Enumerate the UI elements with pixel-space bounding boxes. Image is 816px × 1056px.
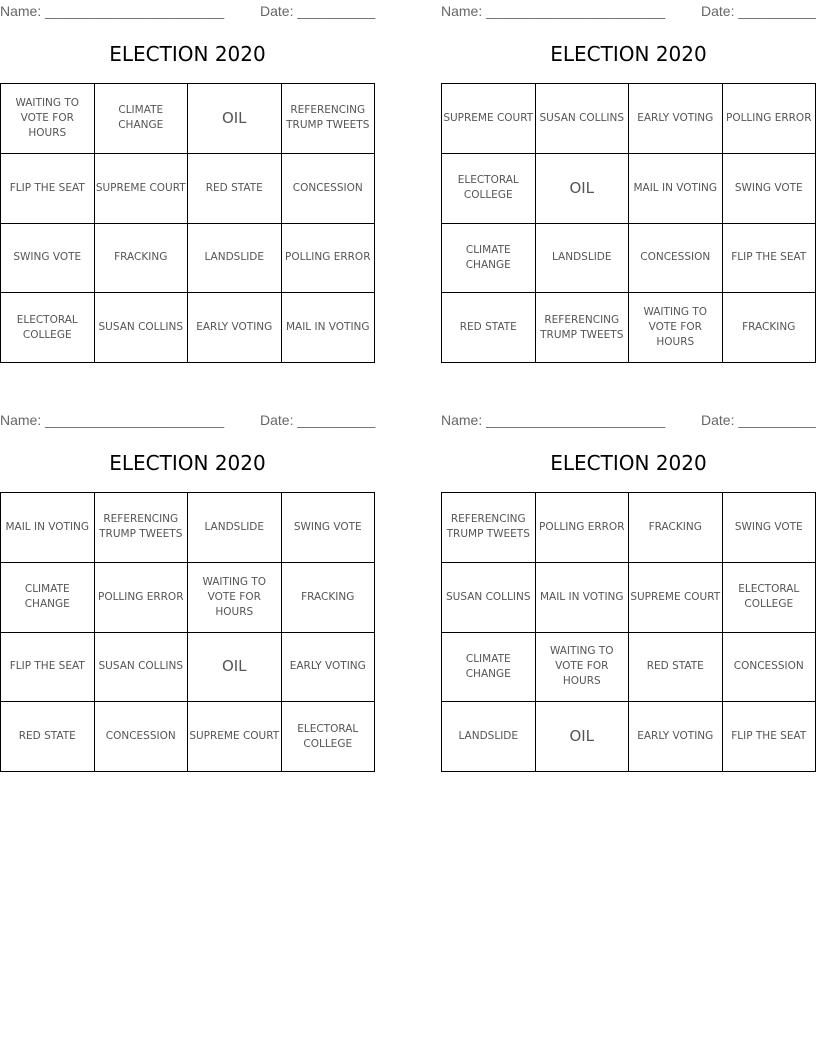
bingo-cell: CLIMATE CHANGE xyxy=(442,224,536,294)
bingo-grid xyxy=(0,492,375,772)
bingo-cell: ELECTORAL COLLEGE xyxy=(723,563,816,633)
bingo-cell: EARLY VOTING xyxy=(188,293,282,363)
date-field: Date: __________ xyxy=(260,3,376,19)
bingo-cell: SUSAN COLLINS xyxy=(442,563,536,633)
bingo-cell: SWING VOTE xyxy=(1,224,95,294)
bingo-cell: ELECTORAL COLLEGE xyxy=(442,154,536,224)
card-title: ELECTION 2020 xyxy=(109,451,266,475)
bingo-cell: OIL xyxy=(188,633,282,703)
bingo-cell: FLIP THE SEAT xyxy=(723,224,816,294)
bingo-cell: LANDSLIDE xyxy=(188,493,282,563)
bingo-cell: EARLY VOTING xyxy=(629,84,723,154)
bingo-cell: FLIP THE SEAT xyxy=(1,633,95,703)
bingo-cell: MAIL IN VOTING xyxy=(1,493,95,563)
bingo-cell: FRACKING xyxy=(629,493,723,563)
name-field: Name: _______________________ xyxy=(0,412,225,428)
bingo-cell: SUPREME COURT xyxy=(95,154,189,224)
bingo-cell: EARLY VOTING xyxy=(282,633,376,703)
bingo-cell: LANDSLIDE xyxy=(188,224,282,294)
bingo-cell: REFERENCING TRUMP TWEETS xyxy=(442,493,536,563)
bingo-cell: ELECTORAL COLLEGE xyxy=(282,702,376,772)
bingo-cell: WAITING TO VOTE FOR HOURS xyxy=(536,633,630,703)
bingo-grid xyxy=(441,492,816,772)
bingo-cell: FRACKING xyxy=(723,293,816,363)
bingo-cell: FRACKING xyxy=(282,563,376,633)
bingo-cell: LANDSLIDE xyxy=(536,224,630,294)
bingo-cell: CONCESSION xyxy=(95,702,189,772)
name-field: Name: _______________________ xyxy=(441,412,666,428)
bingo-cell: CONCESSION xyxy=(282,154,376,224)
card-title: ELECTION 2020 xyxy=(550,42,707,66)
date-field: Date: __________ xyxy=(260,412,376,428)
bingo-cell: SUPREME COURT xyxy=(442,84,536,154)
bingo-cell: MAIL IN VOTING xyxy=(629,154,723,224)
bingo-cell: RED STATE xyxy=(1,702,95,772)
name-field: Name: _______________________ xyxy=(441,3,666,19)
bingo-cell: RED STATE xyxy=(442,293,536,363)
bingo-cell: FLIP THE SEAT xyxy=(723,702,816,772)
bingo-cell: CONCESSION xyxy=(629,224,723,294)
bingo-cell: WAITING TO VOTE FOR HOURS xyxy=(1,84,95,154)
bingo-card xyxy=(0,0,376,341)
bingo-cell: RED STATE xyxy=(188,154,282,224)
bingo-cell: WAITING TO VOTE FOR HOURS xyxy=(188,563,282,633)
bingo-cell: OIL xyxy=(536,154,630,224)
card-header xyxy=(441,409,816,431)
bingo-cell: SWING VOTE xyxy=(282,493,376,563)
card-title: ELECTION 2020 xyxy=(550,451,707,475)
bingo-cell: CLIMATE CHANGE xyxy=(1,563,95,633)
date-field: Date: __________ xyxy=(701,3,816,19)
bingo-cell: FLIP THE SEAT xyxy=(1,154,95,224)
bingo-cell: MAIL IN VOTING xyxy=(282,293,376,363)
bingo-cell: CLIMATE CHANGE xyxy=(442,633,536,703)
bingo-cell: SUPREME COURT xyxy=(629,563,723,633)
bingo-card xyxy=(441,409,816,746)
bingo-cell: SUPREME COURT xyxy=(188,702,282,772)
bingo-cell: POLLING ERROR xyxy=(536,493,630,563)
bingo-cell: POLLING ERROR xyxy=(723,84,816,154)
card-header xyxy=(0,409,375,431)
bingo-grid xyxy=(0,83,375,363)
card-header xyxy=(441,0,816,22)
bingo-cell: REFERENCING TRUMP TWEETS xyxy=(536,293,630,363)
bingo-cell: CONCESSION xyxy=(723,633,816,703)
bingo-cell: POLLING ERROR xyxy=(95,563,189,633)
bingo-cell: SWING VOTE xyxy=(723,154,816,224)
card-header xyxy=(0,0,375,22)
bingo-card xyxy=(0,409,376,750)
bingo-cell: EARLY VOTING xyxy=(629,702,723,772)
name-field: Name: _______________________ xyxy=(0,3,225,19)
bingo-cell: WAITING TO VOTE FOR HOURS xyxy=(629,293,723,363)
bingo-cell: SUSAN COLLINS xyxy=(536,84,630,154)
bingo-cell: OIL xyxy=(188,84,282,154)
bingo-grid xyxy=(441,83,816,363)
bingo-cell: LANDSLIDE xyxy=(442,702,536,772)
bingo-cell: SUSAN COLLINS xyxy=(95,293,189,363)
date-field: Date: __________ xyxy=(701,412,816,428)
card-title: ELECTION 2020 xyxy=(109,42,266,66)
bingo-cell: CLIMATE CHANGE xyxy=(95,84,189,154)
bingo-cell: ELECTORAL COLLEGE xyxy=(1,293,95,363)
bingo-card xyxy=(441,0,816,349)
bingo-cell: REFERENCING TRUMP TWEETS xyxy=(282,84,376,154)
bingo-cell: SUSAN COLLINS xyxy=(95,633,189,703)
bingo-cell: OIL xyxy=(536,702,630,772)
bingo-cell: FRACKING xyxy=(95,224,189,294)
bingo-cell: REFERENCING TRUMP TWEETS xyxy=(95,493,189,563)
bingo-cell: RED STATE xyxy=(629,633,723,703)
bingo-cell: SWING VOTE xyxy=(723,493,816,563)
bingo-cell: POLLING ERROR xyxy=(282,224,376,294)
bingo-cell: MAIL IN VOTING xyxy=(536,563,630,633)
